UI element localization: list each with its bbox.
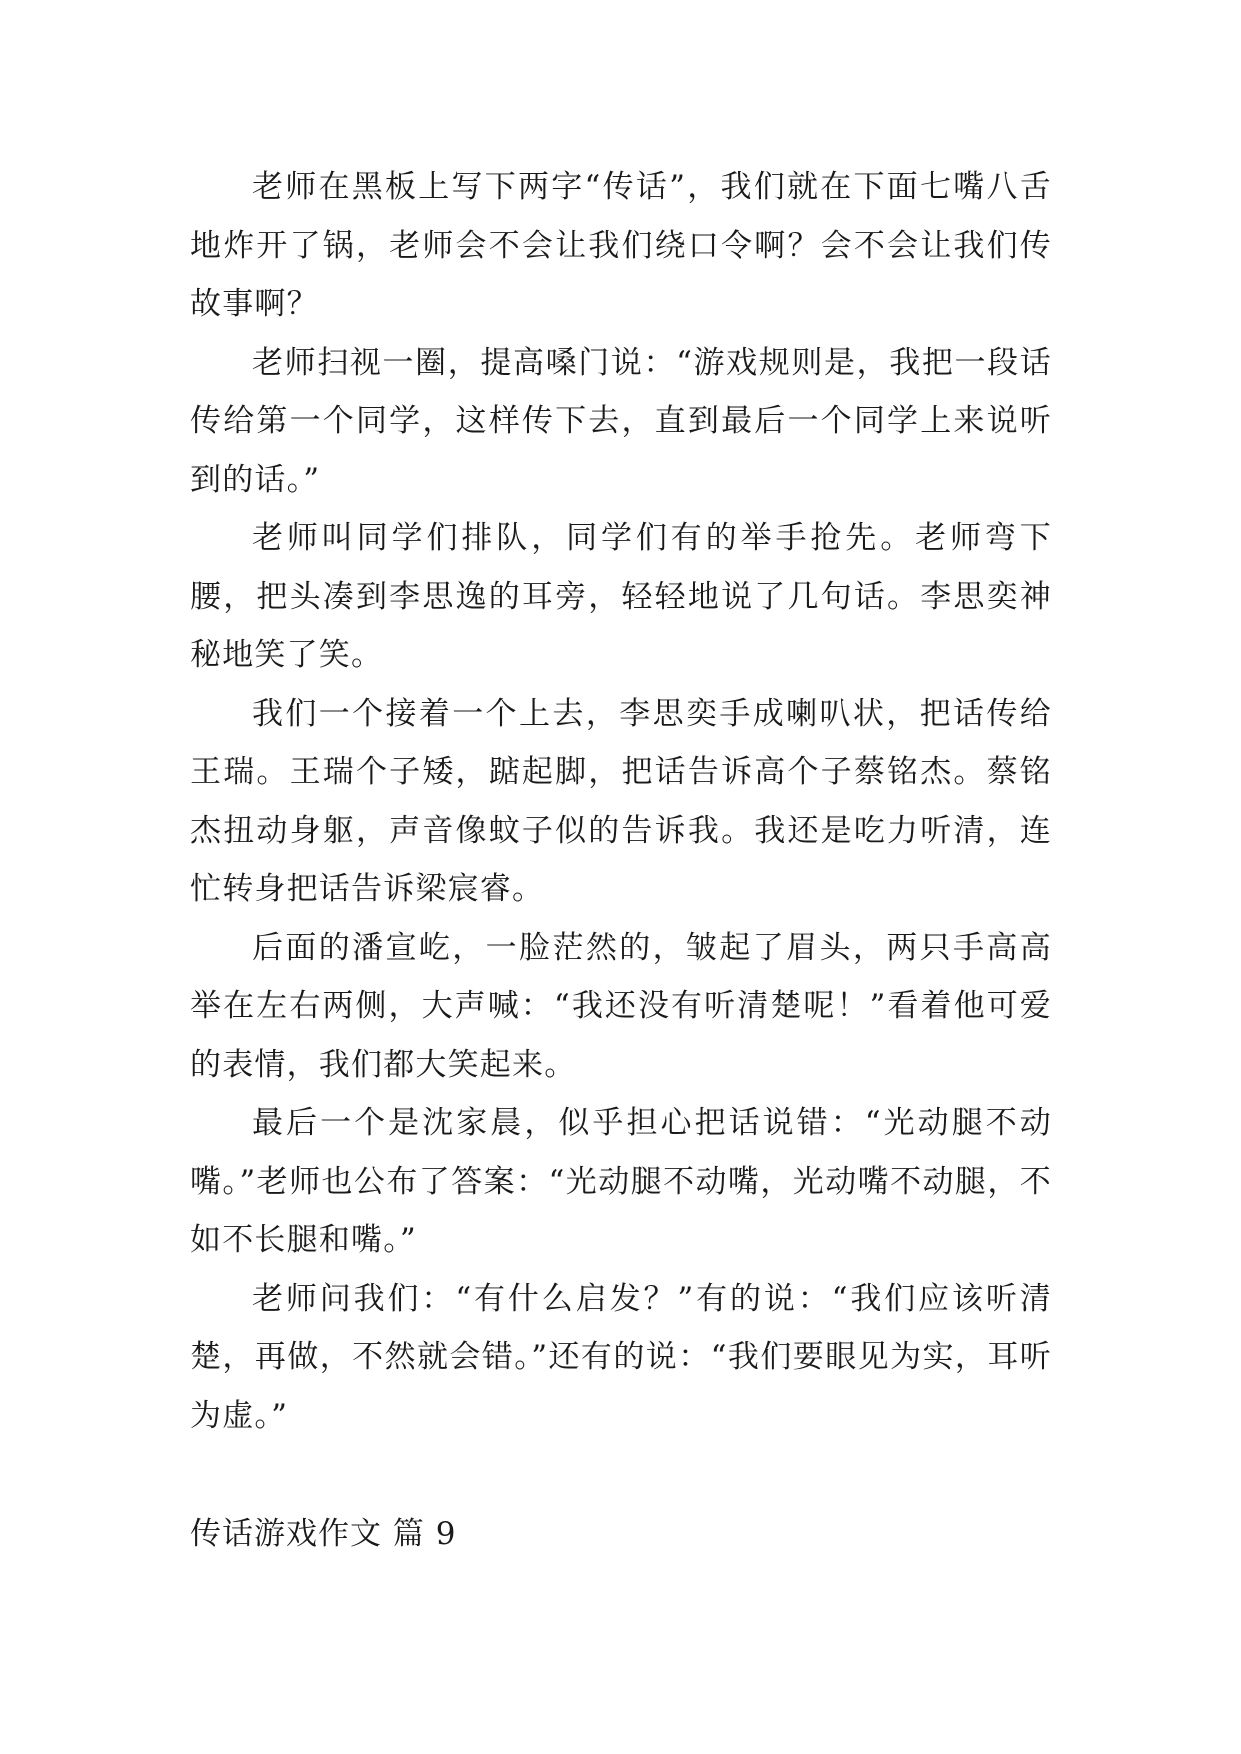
essay-body [190,158,1052,1445]
paragraph-1: 老师在黑板上写下两字“传话”，我们就在下面七嘴八舌地炸开了锅，老师会不会让我们绕口令啊？会不会让我们传故事啊？ [190,169,1052,322]
paragraph-2: 老师扫视一圈，提高嗓门说：“游戏规则是，我把一段话传给第一个同学，这样传下去，直到最后一个同学上来说听到的话。” [190,344,1052,498]
paragraph-6: 最后一个是沈家晨，似乎担心把话说错：“光动腿不动嘴。”老师也公布了答案：“光动腿不动嘴，光动嘴不动腿，不如不长腿和嘴。” [190,1105,1052,1258]
paragraph-5: 后面的潘宣屹，一脸茫然的，皱起了眉头，两只手高高举在左右两侧，大声喊：“我还没有听清楚呢！”看着他可爱的表情，我们都大笑起来。 [190,929,1052,1083]
paragraph-7: 老师问我们：“有什么启发？”有的说：“我们应该听清楚，再做，不然就会错。”还有的说：“我们要眼见为实，耳听为虚。” [190,1280,1052,1434]
paragraph-4: 我们一个接着一个上去，李思奕手成喇叭状，把话传给王瑞。王瑞个子矮，踮起脚，把话告诉高个子蔡铭杰。蔡铭杰扭动身躯，声音像蚊子似的告诉我。我还是吃力听清，连忙转身把话告诉梁宸睿。 [190,695,1052,907]
section-heading: 传话游戏作文 篇 9 [190,1516,457,1552]
paragraph-3: 老师叫同学们排队，同学们有的举手抢先。老师弯下腰，把头凑到李思逸的耳旁，轻轻地说了几句话。李思奕神秘地笑了笑。 [190,520,1052,673]
